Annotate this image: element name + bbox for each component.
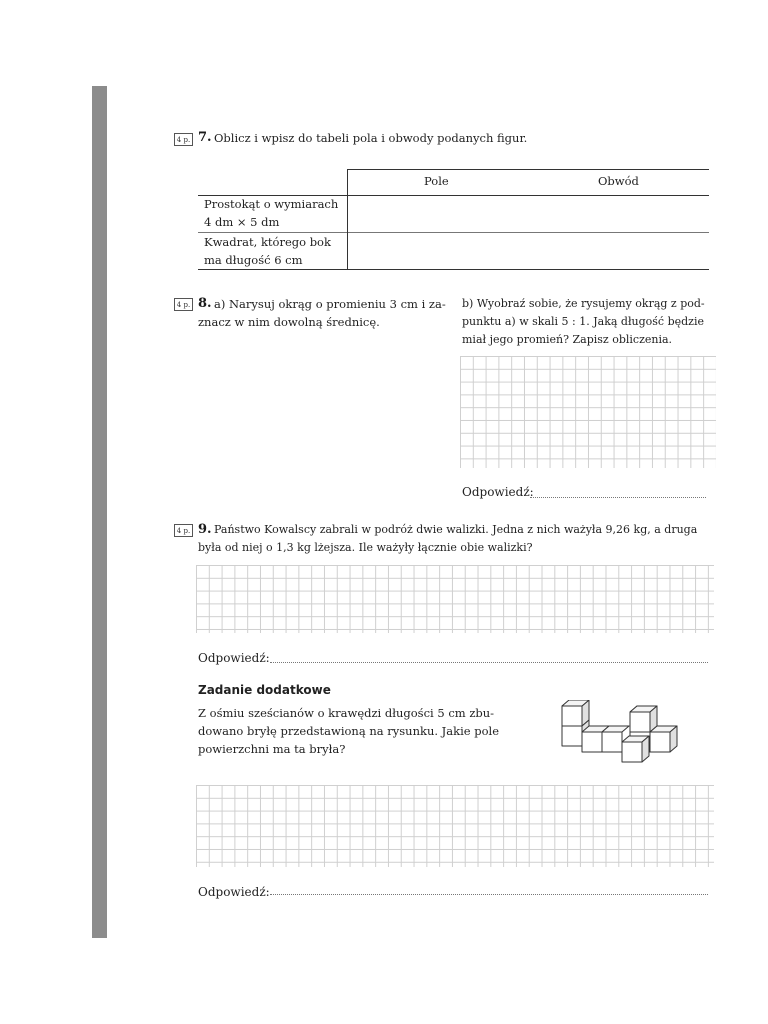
table-bottom-border xyxy=(198,269,709,270)
table-row-2-label xyxy=(204,233,331,269)
points-badge-q8: 4 p. xyxy=(174,298,193,311)
table-header-perimeter: Obwód xyxy=(598,174,639,188)
cube-solid-figure xyxy=(556,700,688,772)
cube-top-right-high xyxy=(630,706,657,732)
cube-front xyxy=(622,736,649,762)
cube-top-left xyxy=(562,700,589,726)
q8-answer-line[interactable] xyxy=(530,497,706,498)
row-1-line-1: Prostokąt o wymiarach xyxy=(204,197,339,211)
question-7-prompt: Oblicz i wpisz do tabeli pola i obwody podanych figur. xyxy=(214,131,528,145)
extra-task-heading: Zadanie dodatkowe xyxy=(198,683,331,697)
row-2-line-1: Kwadrat, którego bok xyxy=(204,235,331,249)
q9-calculation-grid[interactable] xyxy=(196,565,714,633)
extra-calculation-grid[interactable] xyxy=(196,785,714,867)
question-8a-line-2: znacz w nim dowolną średnicę. xyxy=(198,315,380,329)
points-badge-q9: 4 p. xyxy=(174,524,193,537)
table-top-border xyxy=(347,169,709,170)
q8-calculation-grid[interactable] xyxy=(460,356,716,468)
q9-answer-line[interactable] xyxy=(270,662,708,663)
table-row-1-label xyxy=(204,195,338,231)
q9-answer-label: Odpowiedź: xyxy=(198,651,270,665)
question-number-8: 8. xyxy=(198,296,212,311)
table-cell-area-1[interactable] xyxy=(349,197,529,231)
question-8b-line-3: miał jego promień? Zapisz obliczenia. xyxy=(462,333,673,346)
question-9-line-1: Państwo Kowalscy zabrali w podróż dwie walizki. Jedna z nich ważyła 9,26 kg, a druga xyxy=(214,523,698,536)
question-8b-line-1: b) Wyobraź sobie, że rysujemy okrąg z pod- xyxy=(462,297,705,310)
page-margin-bar xyxy=(92,86,107,938)
question-number-9: 9. xyxy=(198,522,212,537)
question-8b-line-2: punktu a) w skali 5 : 1. Jaką długość będzie xyxy=(462,315,704,328)
q8-answer-label: Odpowiedź: xyxy=(462,485,534,499)
row-1-line-2: 4 dm × 5 dm xyxy=(204,215,280,229)
table-cell-perimeter-1[interactable] xyxy=(530,197,708,231)
cube-bottom-5 xyxy=(650,726,677,752)
circle-drawing-area[interactable] xyxy=(198,336,448,496)
table-cell-perimeter-2[interactable] xyxy=(530,234,708,268)
extra-task-line-1: Z ośmiu sześcianów o krawędzi długości 5 cm zbu- xyxy=(198,706,495,720)
extra-task-line-3: powierzchni ma ta bryła? xyxy=(198,742,346,756)
question-number-7: 7. xyxy=(198,130,212,145)
extra-task-line-2: dowano bryłę przedstawioną na rysunku. Jakie pole xyxy=(198,724,499,738)
table-column-divider xyxy=(347,169,348,270)
extra-answer-label: Odpowiedź: xyxy=(198,885,270,899)
extra-answer-line[interactable] xyxy=(270,894,708,895)
table-header-area: Pole xyxy=(424,174,449,188)
question-8a-line-1: a) Narysuj okrąg o promieniu 3 cm i za- xyxy=(214,297,446,311)
row-2-line-2: ma długość 6 cm xyxy=(204,253,303,267)
table-cell-area-2[interactable] xyxy=(349,234,529,268)
question-9-line-2: była od niej o 1,3 kg lżejsza. Ile ważyły łącznie obie walizki? xyxy=(198,541,533,554)
points-badge-q7: 4 p. xyxy=(174,133,193,146)
